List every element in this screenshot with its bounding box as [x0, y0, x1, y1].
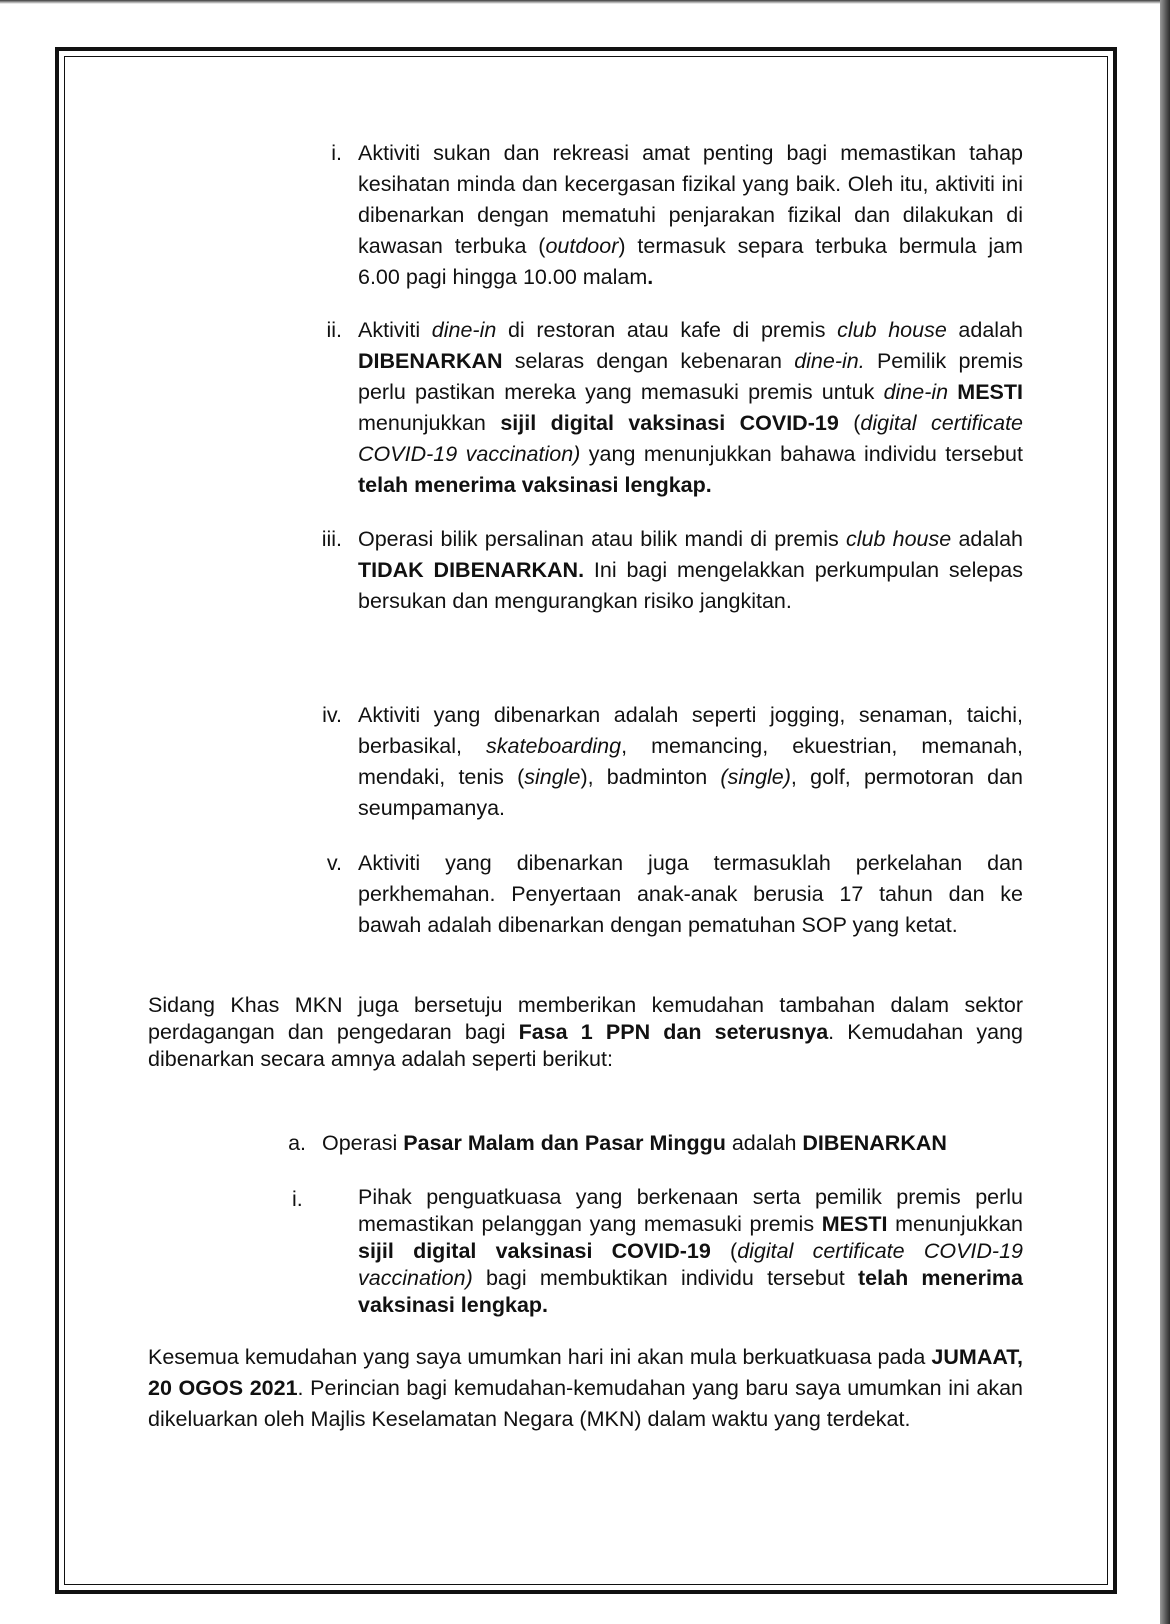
page-top-edge [0, 0, 1170, 4]
text-segment: yang menunjukkan bahawa individu tersebut [580, 442, 1023, 466]
text-segment: Aktiviti yang dibenarkan juga termasuklah perkelahan dan perkhemahan. Penyertaan anak-anak berusia 17 tahun dan ke bawah adalah dibenarkan dengan pematuhan SOP yang ketat. [358, 851, 1023, 937]
text-segment: bagi membuktikan individu tersebut [472, 1266, 859, 1290]
text-segment: adalah [725, 1131, 803, 1155]
text-segment: Kesemua kemudahan yang saya umumkan hari ini akan mula berkuatkuasa pada [148, 1345, 932, 1369]
page-right-edge [1160, 0, 1170, 1624]
sub-item-label: i. [292, 1187, 303, 1211]
text-segment: di restoran atau kafe di premis [496, 318, 838, 342]
text-segment [948, 380, 957, 404]
text-segment: menunjukkan [887, 1212, 1023, 1236]
text-segment: MESTI [957, 380, 1023, 404]
text-segment: telah menerima vaksinasi lengkap. [358, 473, 712, 497]
text-segment: . [647, 265, 654, 289]
text-segment: skateboarding [486, 734, 622, 758]
item-text [358, 138, 1023, 293]
text-segment: dine-in [431, 318, 497, 342]
text-segment: ), badminton [580, 765, 721, 789]
text-segment: Pemilik premis perlu pastikan mereka yang memasuki premis untuk [358, 349, 1023, 404]
text-segment: club house [837, 318, 947, 342]
text-segment: Aktiviti sukan dan rekreasi amat penting bagi memastikan tahap kesihatan minda dan kecergasan fizikal yang baik. Oleh itu, aktiviti ini dibenarkan dengan mematuhi penjarakan fizikal dan dilakukan di kawasan terbuka ( [358, 141, 1023, 258]
text-segment: JUMAAT, 20 OGOS 2021 [148, 1345, 1023, 1400]
text-segment: adalah [946, 318, 1023, 342]
text-segment: DIBENARKAN [802, 1131, 947, 1155]
text-segment: menunjukkan [358, 411, 501, 435]
text-segment: ( [838, 411, 861, 435]
sub-item-text [358, 1184, 1023, 1319]
text-segment: . Kemudahan yang dibenarkan secara amnya adalah seperti berikut: [148, 1020, 1023, 1071]
item-label: ii. [326, 318, 342, 342]
text-segment: Pihak penguatkuasa yang berkenaan serta pemilik premis perlu memastikan pelanggan yang memasuki premis [358, 1185, 1023, 1236]
section-label: a. [288, 1131, 306, 1155]
text-segment: selaras dengan kebenaran [502, 349, 795, 373]
text-segment: ( [710, 1239, 738, 1263]
text-segment: Aktiviti [358, 318, 432, 342]
text-segment: MESTI [821, 1212, 888, 1236]
text-segment: (single) [720, 765, 791, 789]
text-segment: dine-in. [794, 349, 865, 373]
text-segment: DIBENARKAN [358, 349, 503, 373]
text-segment: sijil digital vaksinasi COVID-19 [500, 411, 839, 435]
text-segment: Ini bagi mengelakkan perkumpulan selepas bersukan dan mengurangkan risiko jangkitan. [358, 558, 1023, 613]
text-segment: Aktiviti yang dibenarkan adalah seperti jogging, senaman, taichi, berbasikal, [358, 703, 1023, 758]
text-segment: telah menerima vaksinasi lengkap. [358, 1266, 1024, 1317]
text-segment: TIDAK DIBENARKAN. [358, 558, 585, 582]
text-segment: , memancing, ekuestrian, memanah, mendaki, tenis ( [358, 734, 1024, 789]
text-segment: ) termasuk separa terbuka bermula jam 6.00 pagi hingga 10.00 malam [358, 234, 1023, 289]
text-segment: Operasi bilik persalinan atau bilik mandi di premis [358, 527, 846, 551]
intro-paragraph [148, 992, 1023, 1073]
text-segment: Operasi [322, 1131, 404, 1155]
item-text [358, 524, 1023, 617]
item-label: iii. [321, 527, 342, 551]
text-segment: . Perincian bagi kemudahan-kemudahan yang baru saya umumkan ini akan dikeluarkan oleh Majlis Keselamatan Negara (MKN) dalam waktu yang terdekat. [148, 1376, 1023, 1431]
text-segment: , golf, permotoran dan seumpamanya. [358, 765, 1024, 820]
text-segment: adalah [951, 527, 1024, 551]
item-label: v. [326, 851, 342, 875]
text-segment: Pasar Malam dan Pasar Minggu [403, 1131, 726, 1155]
text-segment: sijil digital vaksinasi COVID-19 [358, 1239, 711, 1263]
text-segment: Sidang Khas MKN juga bersetuju memberikan kemudahan tambahan dalam sektor perdagangan dan pengedaran bagi [148, 993, 1023, 1044]
text-segment: digital certificate COVID-19 vaccination) [358, 411, 1024, 466]
text-segment: Fasa 1 PPN dan seterusnya [518, 1020, 829, 1044]
item-text [358, 848, 1023, 941]
text-segment: club house [845, 527, 952, 551]
text-segment: single [524, 765, 581, 789]
closing-paragraph [148, 1342, 1023, 1435]
item-text [358, 700, 1023, 824]
text-segment: outdoor [545, 234, 619, 258]
text-segment: dine-in [883, 380, 949, 404]
item-text [358, 315, 1023, 501]
item-label: iv. [322, 703, 342, 727]
item-label: i. [331, 141, 342, 165]
section-heading [322, 1128, 1042, 1159]
text-segment: digital certificate COVID-19 vaccination) [358, 1239, 1023, 1290]
